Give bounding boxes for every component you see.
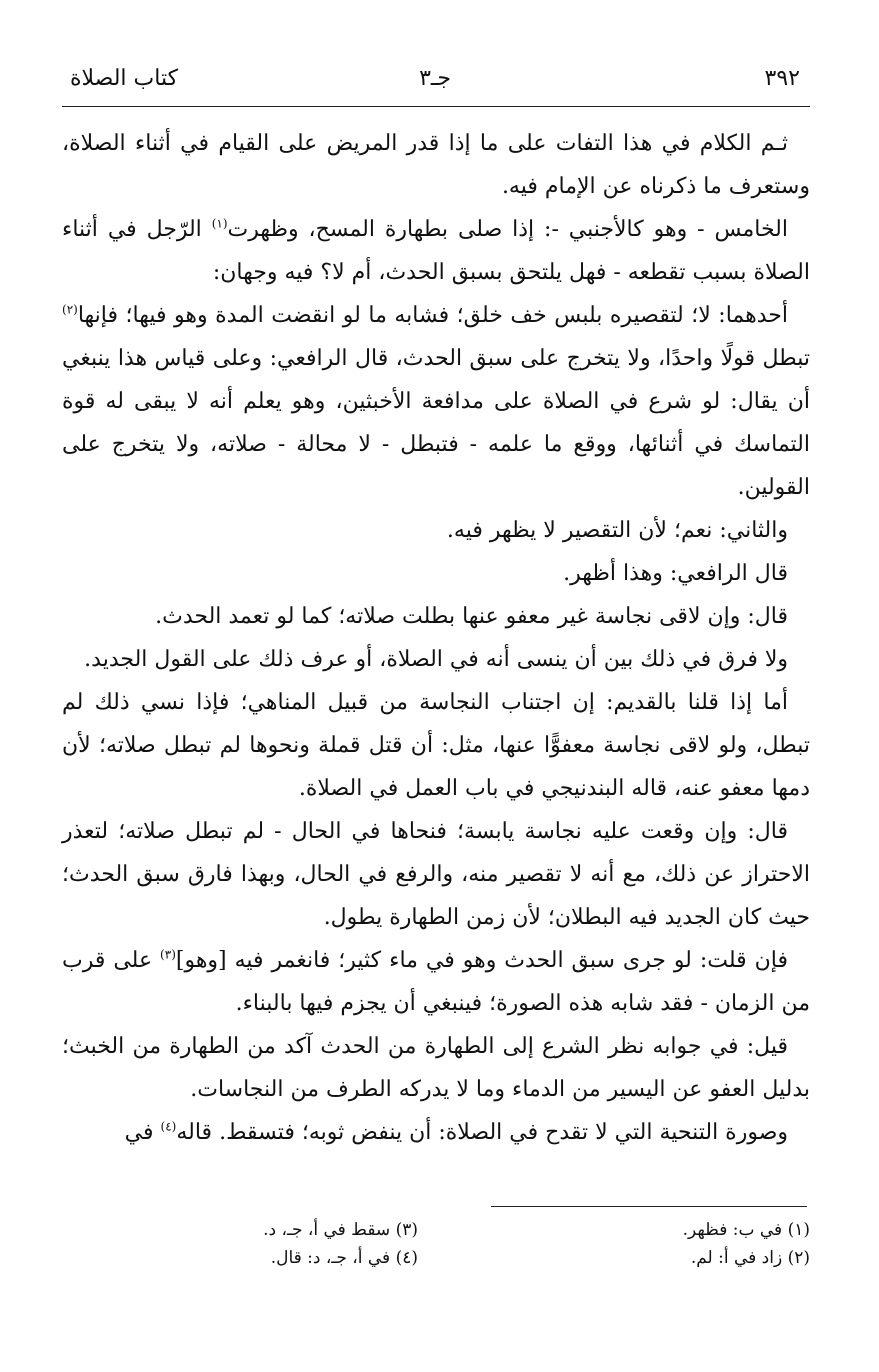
footnote-column	[263, 1216, 418, 1272]
paragraph: ولا فرق في ذلك بين أن ينسى أنه في الصلاة، أو عرف ذلك على القول الجديد.	[84, 647, 788, 672]
footnote-item: (٤) في أ، جـ، د: قال.	[270, 1248, 418, 1268]
footnote-ref: (٣)	[160, 947, 176, 962]
paragraph: فإن قلت: لو جرى سبق الحدث وهو في ماء كثير؛ فانغمر فيه [وهو]$^{(٣)}$ على قرب من الزمان - فقد شابه هذه الصورة؛ فينبغي أن يجزم فيها بالبناء.	[62, 947, 810, 1016]
paragraph: الخامس - وهو كالأجنبي -: إذا صلى بطهارة المسح، وظهرت$^{(١)}$ الرّجل في أثناء الصلاة بسبب تقطعه - فهل يلتحق بسبق الحدث، أم لا؟ فيه وجهان:	[62, 216, 810, 285]
volume-label: جـ٣	[419, 66, 451, 91]
footnote-item: (٣) سقط في أ، جـ، د.	[263, 1220, 418, 1240]
footnote-rule	[491, 1206, 807, 1207]
paragraph: قيل: في جوابه نظر الشرع إلى الطهارة من الحدث آكد من الطهارة من الخبث؛ بدليل العفو عن اليسير من الدماء وما لا يدركه الطرف من النجاسات.	[62, 1034, 810, 1102]
paragraph: قال: وإن وقعت عليه نجاسة يابسة؛ فنحاها في الحال - لم تبطل صلاته؛ لتعذر الاحتراز عن ذلك، مع أنه لا تقصير منه، والرفع في الحال، وبهذا فارق سبق الحدث؛ حيث كان الجديد فيه البطلان؛ لأن زمن الطهارة يطول.	[62, 819, 810, 930]
footnote-ref: (١)	[211, 216, 228, 231]
header-rule	[62, 106, 810, 107]
paragraph: والثاني: نعم؛ لأن التقصير لا يظهر فيه.	[446, 518, 788, 543]
main-text	[62, 122, 810, 1154]
paragraph: وصورة التنحية التي لا تقدح في الصلاة: أن ينفض ثوبه؛ فتسقط. قاله$^{(٤)}$ في	[124, 1119, 788, 1145]
paragraph: أما إذا قلنا بالقديم: إن اجتناب النجاسة من قبيل المناهي؛ فإذا نسي ذلك لم تبطل، ولو لاقى نجاسة معفوًّا عنها، مثل: أن قتل قملة ونحوها لم تبطل صلاته؛ لأن دمها معفو عنه، قاله البندنيجي في باب العمل في الصلاة.	[62, 690, 810, 801]
footnote-ref: (٤)	[160, 1119, 177, 1134]
paragraph: أحدهما: لا؛ لتقصيره بلبس خف خلق؛ فشابه ما لو انقضت المدة وهو فيها؛ فإنها$^{(٢)}$ تبطل قولًا واحدًا، ولا يتخرج على سبق الحدث، قال الرافعي: وعلى قياس هذا ينبغي أن يقال: لو شرع في الصلاة على مدافعة الأخبثين، وهو يعلم أنه لا يبقى له قوة التماسك في أثنائها، ووقع ما علمه - فتبطل - لا محالة - صلاته، ولا يتخرج على القولين.	[62, 302, 810, 500]
paragraph: ثـم الكلام في هذا التفات على ما إذا قدر المريض على القيام في أثناء الصلاة، وستعرف ما ذكرناه عن الإمام فيه.	[62, 131, 810, 199]
footnote-ref: (٢)	[62, 302, 78, 317]
paragraph: قال الرافعي: وهذا أظهر.	[563, 561, 788, 586]
footnote-item: (١) في ب: فظهر.	[682, 1220, 810, 1240]
page-header	[62, 66, 808, 100]
page-number: ٣٩٢	[764, 66, 800, 91]
book-title: كتاب الصلاة	[70, 66, 179, 91]
paragraph: قال: وإن لاقى نجاسة غير معفو عنها بطلت صلاته؛ كما لو تعمد الحدث.	[155, 604, 788, 629]
footnote-column	[683, 1216, 810, 1272]
footnote-item: (٢) زاد في أ: لم.	[690, 1248, 810, 1268]
